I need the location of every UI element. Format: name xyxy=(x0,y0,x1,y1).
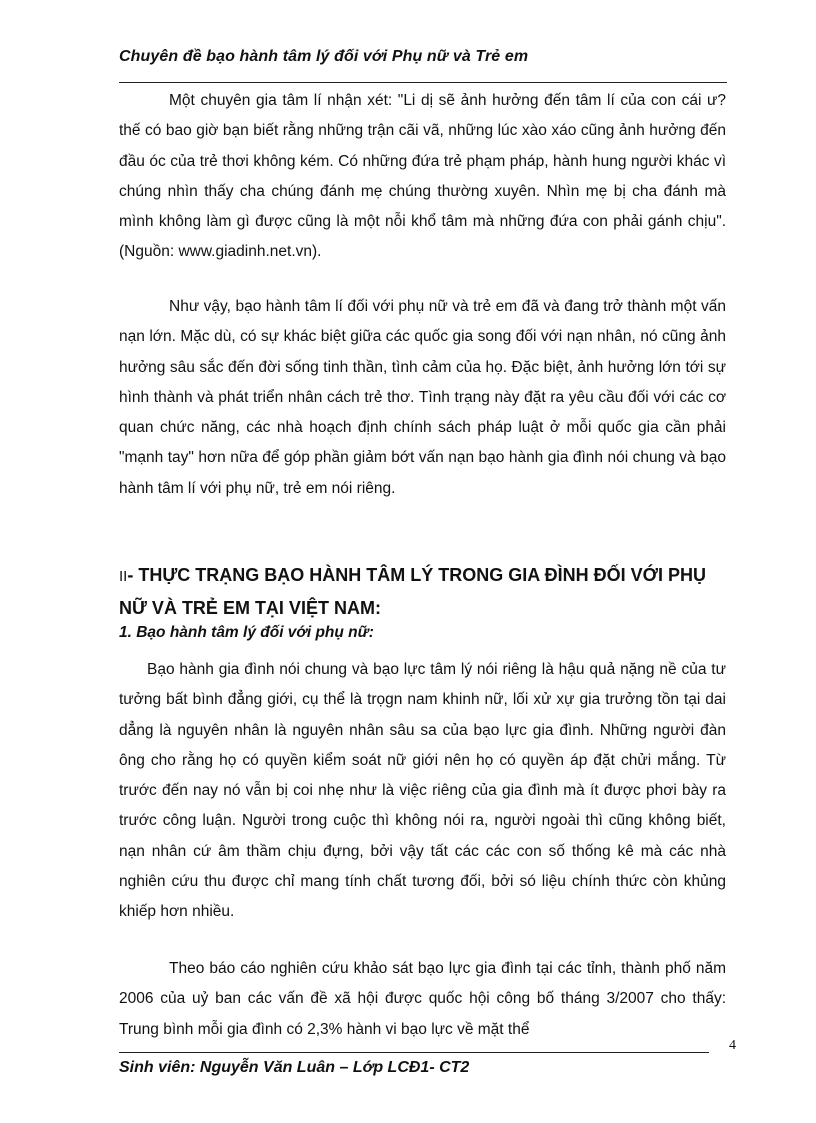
footer-student-info: Sinh viên: Nguyễn Văn Luân – Lớp LCĐ1- CT2 xyxy=(119,1059,470,1076)
paragraph-women-violence: Bạo hành gia đình nói chung và bạo lực tâm lý nói riêng là hậu quả nặng nề của tư tưởng bất bình đẳng giới, cụ thể là trọgn nam khinh nữ, lối xử xự gia trưởng tồn tại dai dẳng là nguyên nhân là nguyên nhân sâu sa của bạo lực gia đình. Những người đàn ông cho rằng họ có quyền kiểm soát nữ giới nên họ có quyền áp đặt chửi mắng. Từ trước đến nay nó vẫn bị coi nhẹ như là việc riêng của gia đình mà ít được phơi bày ra trước công luận. Người trong cuộc thì không nói ra, người ngoài thì cũng không biết, nạn nhân cứ âm thầm chịu đựng, bởi vậy tất các các con số thống kê mà các nhà nghiên cứu thu được chỉ mang tính chất tương đối, bởi só liệu chính thức còn khủng khiếp hơn nhiều. xyxy=(119,661,726,921)
header-rule xyxy=(119,82,727,83)
paragraph-expert-quote: Một chuyên gia tâm lí nhận xét: "Li dị sẽ ảnh hưởng đến tâm lí của con cái ư? thế có bao giờ bạn biết rằng những trận cãi vã, những lúc xào xáo cũng ảnh hưởng đến đầu óc của trẻ thơi không kém. Có những đứa trẻ phạm pháp, hành hung người khác vì chúng nhìn thấy cha chúng đánh mẹ chúng thường xuyên. Nhìn mẹ bị cha đánh mà mình không làm gì được cũng là một nỗi khổ tâm mà những đứa con phải gánh chịu". (Nguồn: www.giadinh.net.vn). xyxy=(119,92,726,261)
paragraph-survey-report: Theo báo cáo nghiên cứu khảo sát bạo lực gia đình tại các tỉnh, thành phố năm 2006 của uỷ ban các vấn đề xã hội được quốc hội công bố tháng 3/2007 cho thấy: Trung bình mỗi gia đình có 2,3% hành vi bạo lực về mặt thể xyxy=(119,960,726,1038)
section-title: - THỰC TRẠNG BẠO HÀNH TÂM LÝ TRONG GIA ĐÌNH ĐỐI VỚI PHỤ NỮ VÀ TRẺ EM TẠI VIỆT NAM: xyxy=(119,565,706,618)
header-title: Chuyên đề bạo hành tâm lý đối với Phụ nữ và Trẻ em xyxy=(119,48,529,65)
page-number: 4 xyxy=(729,1038,736,1053)
section-number: II xyxy=(119,568,128,585)
sub-heading: 1. Bạo hành tâm lý đối với phụ nữ: xyxy=(119,624,374,641)
section-heading xyxy=(119,560,729,623)
paragraph-conclusion: Như vậy, bạo hành tâm lí đối với phụ nữ và trẻ em đã và đang trở thành một vấn nạn lớn. Mặc dù, có sự khác biệt giữa các quốc gia song đối với nạn nhân, nó cũng ảnh hưởng sâu sắc đến đời sống tinh thần, tình cảm của họ. Đặc biệt, ảnh hưởng lớn tới sự hình thành và phát triển nhân cách trẻ thơ. Tình trạng này đặt ra yêu cầu đối với các cơ quan chức năng, các nhà hoạch định chính sách pháp luật ở mỗi quốc gia cần phải "mạnh tay" hơn nữa để góp phần giảm bớt vấn nạn bạo hành gia đình nói chung và bạo hành tâm lí với phụ nữ, trẻ em nói riêng. xyxy=(119,298,726,497)
footer-rule xyxy=(119,1052,709,1053)
